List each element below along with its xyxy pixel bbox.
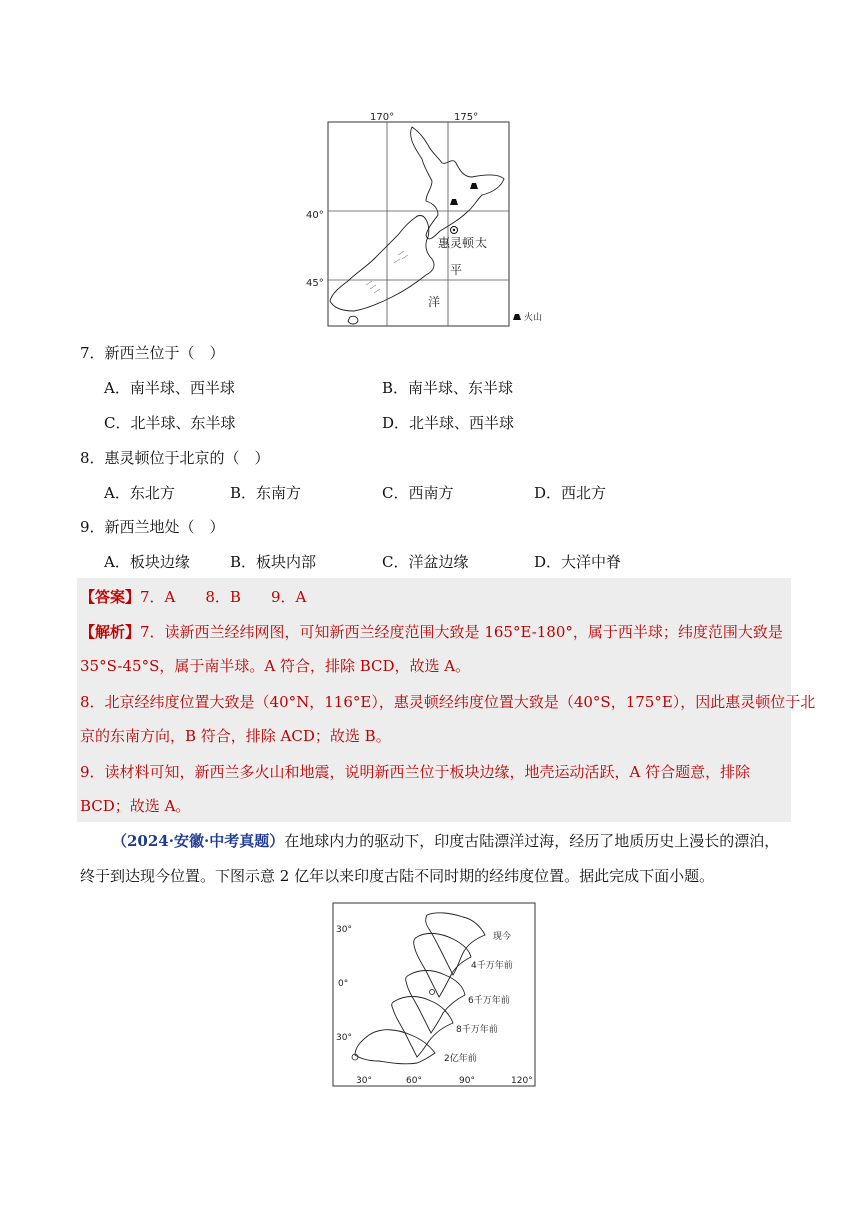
q7-option-d[interactable]: D．北半球、西半球 [382,414,515,432]
volcano-icon-1 [470,183,478,189]
passage-source: （2024·安徽·中考真题） [112,832,285,850]
analysis-tag: 【解析】 [80,623,141,641]
passage-line-2: 终于到达现今位置。下图示意 2 亿年以来印度古陆不同时期的经纬度位置。据此完成下面小题。 [80,867,715,885]
analysis-line-6: BCD；故选 A。 [80,797,191,815]
q7-option-c[interactable]: C．北半球、东半球 [104,414,236,432]
lon-label-60: 60° [406,1076,422,1086]
north-island-outline [411,127,505,239]
ocean-char-yang: 洋 [428,295,441,309]
q9-option-d[interactable]: D．大洋中脊 [534,553,622,571]
question-7-stem: 7．新西兰位于（ ） [80,344,225,362]
q7-option-a[interactable]: A．南半球、西半球 [104,379,235,397]
q8-option-a[interactable]: A．东北方 [104,484,175,502]
answer-values: 7．A 8．B 9．A [140,588,307,606]
q7-option-b[interactable]: B．南半球、东半球 [382,379,514,397]
q8-option-c[interactable]: C．西南方 [382,484,454,502]
volcano-icon-2 [450,199,458,205]
wellington-label: 惠灵顿 [438,236,475,250]
q9-option-b[interactable]: B．板块内部 [230,553,317,571]
lon-label-120: 120° [511,1076,533,1086]
q9-option-a[interactable]: A．板块边缘 [104,553,190,571]
legend-volcano-icon [513,314,521,320]
lat-label-30s: 30° [336,1033,352,1043]
ocean-char-tai: 太 [475,236,488,250]
analysis-text-1: 7．读新西兰经纬网图，可知新西兰经度范围大致是 165°E-180°，属于西半球；纬度范围大致是 [140,623,783,641]
legend-volcano-label: 火山 [524,313,543,323]
q8-option-d[interactable]: D．西北方 [534,484,607,502]
question-8-stem: 8．惠灵顿位于北京的（ ） [80,449,270,467]
analysis-line-2: 35°S-45°S，属于南半球。A 符合，排除 BCD，故选 A。 [80,657,471,675]
india-drift-map [325,897,545,1093]
period-label-60ma: 6千万年前 [468,996,510,1006]
q9-option-c[interactable]: C．洋盆边缘 [382,553,469,571]
period-label-present: 现今 [493,932,512,942]
period-label-80ma: 8千万年前 [456,1025,498,1035]
answer-tag: 【答案】 [80,588,141,606]
analysis-line-1 [80,622,783,642]
passage-text-1: 在地球内力的驱动下，印度古陆漂洋过海，经历了地质历史上漫长的漂泊， [284,832,780,850]
ocean-char-ping: 平 [450,263,463,277]
analysis-line-4: 京的东南方向，B 符合，排除 ACD；故选 B。 [80,727,391,745]
lon-label-175: 175° [454,112,479,123]
lon-label-30: 30° [356,1076,372,1086]
india-outline-60ma [406,971,465,1034]
india-outline-200ma [355,1030,435,1064]
question-9-stem: 9．新西兰地处（ ） [80,518,225,536]
lat-label-40: 40° [306,210,324,221]
new-zealand-map [300,105,560,330]
lat-label-30n: 30° [336,925,352,935]
stewart-island-outline [348,316,358,324]
south-island-outline [330,216,434,312]
q8-option-b[interactable]: B．东南方 [230,484,302,502]
india-outline-80ma [392,997,453,1058]
lat-label-45: 45° [306,278,324,289]
lon-label-90: 90° [459,1076,475,1086]
period-label-200ma: 2亿年前 [444,1054,477,1064]
period-label-40ma: 4千万年前 [471,961,513,971]
analysis-line-5: 9．读材料可知，新西兰多火山和地震，说明新西兰位于板块边缘，地壳运动活跃，A 符合题意，排除 [80,763,751,781]
analysis-line-3: 8．北京经纬度位置大致是（40°N，116°E），惠灵顿经纬度位置大致是（40°S，175°E），因此惠灵顿位于北 [80,693,816,711]
answer-line [80,587,306,607]
lat-label-0: 0° [338,979,349,989]
passage-line-1 [112,831,779,851]
lon-label-170: 170° [370,112,395,123]
